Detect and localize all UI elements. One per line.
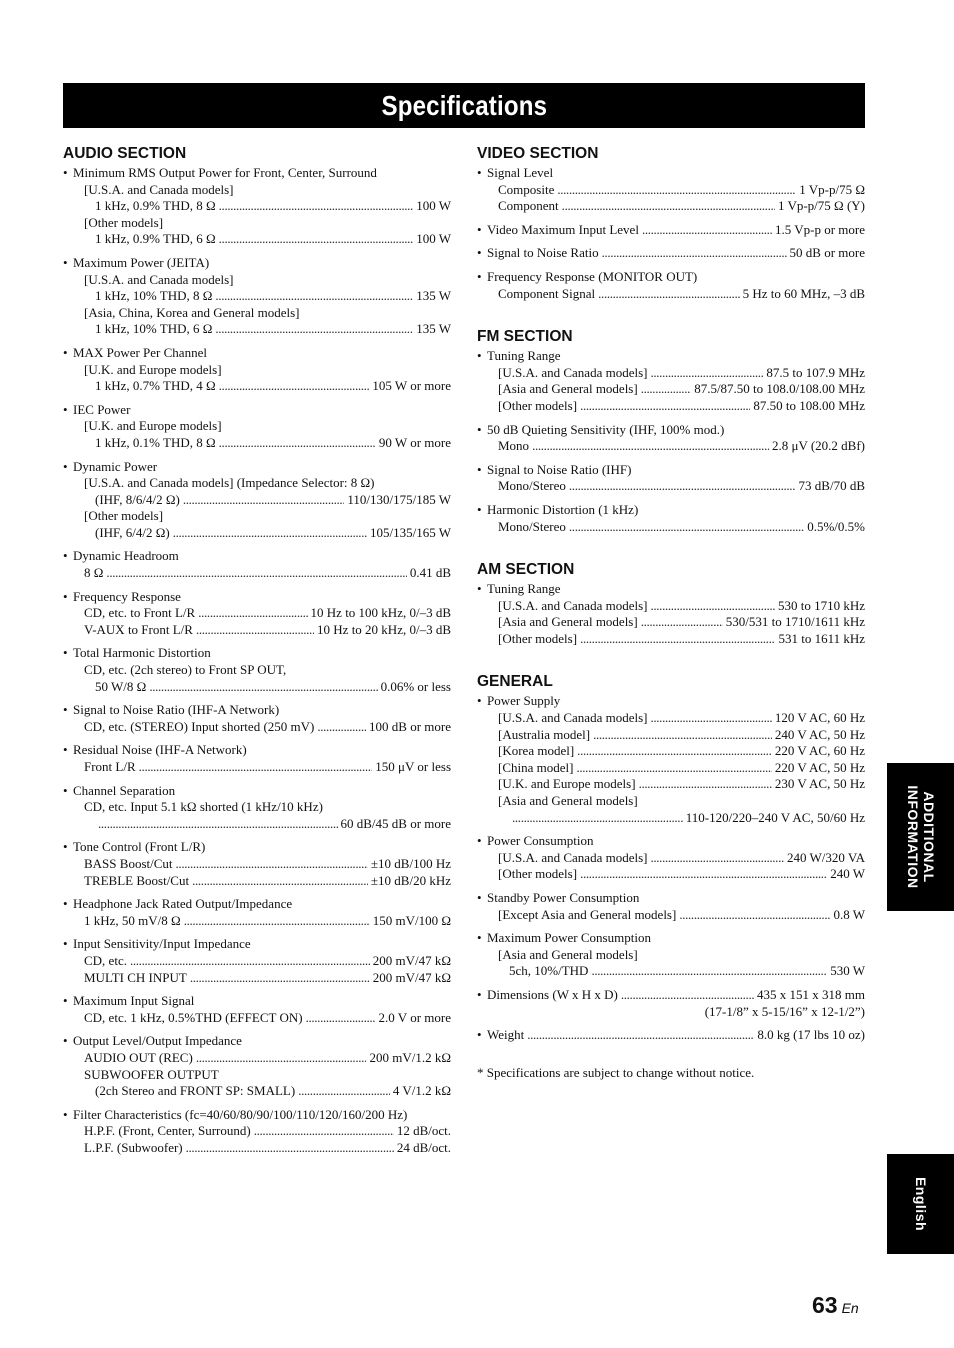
spec-label: 5ch, 10%/THD bbox=[509, 963, 589, 979]
am-section bbox=[477, 561, 865, 647]
spec-item bbox=[63, 742, 451, 775]
spec-item bbox=[477, 502, 865, 535]
spec-text: • Residual Noise (IHF-A Network) bbox=[63, 742, 451, 759]
spec-label: Composite bbox=[498, 181, 555, 197]
spec-row bbox=[477, 760, 865, 777]
spec-text: • Harmonic Distortion (1 kHz) bbox=[477, 502, 865, 519]
leader-dots bbox=[149, 679, 377, 696]
spec-value: 24 dB/oct. bbox=[396, 1139, 451, 1155]
spec-label: • Signal to Noise Ratio bbox=[487, 245, 599, 261]
spec-value: 90 W or more bbox=[378, 434, 451, 450]
leader-dots bbox=[642, 222, 772, 239]
leader-dots bbox=[650, 850, 784, 867]
spec-row bbox=[477, 478, 865, 495]
spec-label: Front L/R bbox=[84, 759, 136, 774]
spec-value: 220 V AC, 50 Hz bbox=[774, 759, 865, 775]
spec-item bbox=[63, 548, 451, 581]
spec-row bbox=[63, 605, 451, 622]
spec-label: [Korea model] bbox=[498, 743, 575, 759]
spec-label: 1 kHz, 0.9% THD, 8 Ω bbox=[95, 198, 216, 214]
spec-row bbox=[477, 519, 865, 536]
spec-value: 87.50 to 108.00 MHz bbox=[753, 397, 865, 413]
spec-item bbox=[477, 422, 865, 455]
spec-row bbox=[63, 1083, 451, 1100]
leader-dots bbox=[576, 760, 771, 777]
spec-label: Mono/Stereo bbox=[498, 478, 566, 494]
spec-item bbox=[477, 1027, 865, 1044]
spec-row bbox=[63, 231, 451, 248]
spec-text: • Input Sensitivity/Input Impedance bbox=[63, 936, 451, 953]
spec-value: 60 dB/45 dB or more bbox=[340, 815, 451, 831]
spec-label: Component Signal bbox=[498, 285, 596, 301]
leader-dots bbox=[219, 378, 370, 395]
spec-text: • Tone Control (Front L/R) bbox=[63, 839, 451, 856]
spec-label: 1 kHz, 0.9% THD, 6 Ω bbox=[95, 231, 216, 247]
spec-text: • Maximum Power (JEITA) bbox=[63, 255, 451, 272]
spec-label: [U.S.A. and Canada models] bbox=[498, 710, 648, 726]
spec-value: 120 V AC, 60 Hz bbox=[774, 710, 865, 726]
spec-label: (2ch Stereo and FRONT SP: SMALL) bbox=[95, 1083, 296, 1099]
spec-label: H.P.F. (Front, Center, Surround) bbox=[84, 1123, 251, 1139]
spec-value: 1.5 Vp-p or more bbox=[774, 221, 865, 237]
spec-item bbox=[63, 993, 451, 1026]
leader-dots bbox=[593, 727, 772, 744]
leader-dots bbox=[569, 478, 796, 495]
spec-row bbox=[63, 970, 451, 987]
spec-value: 105/135/165 W bbox=[369, 524, 451, 540]
spec-value: 110-120/220–240 V AC, 50/60 Hz bbox=[685, 809, 865, 825]
spec-label: (IHF, 6/4/2 Ω) bbox=[95, 524, 170, 540]
spec-label: Mono bbox=[498, 438, 530, 454]
spec-label: • Video Maximum Input Level bbox=[487, 221, 639, 237]
leader-dots bbox=[254, 1123, 394, 1140]
spec-row bbox=[63, 321, 451, 338]
spec-text: • Power Consumption bbox=[477, 833, 865, 850]
spec-row bbox=[63, 378, 451, 395]
side-tab-label: ADDITIONAL INFORMATION bbox=[904, 785, 937, 889]
spec-text: • Dynamic Power bbox=[63, 459, 451, 476]
spec-label: [Asia and General models] bbox=[498, 614, 638, 630]
spec-label: L.P.F. (Subwoofer) bbox=[84, 1139, 183, 1155]
leader-dots bbox=[215, 321, 413, 338]
spec-text: [Asia and General models] bbox=[498, 946, 638, 962]
spec-row bbox=[63, 873, 451, 890]
spec-value: 2.8 μV (20.2 dBf) bbox=[771, 438, 865, 454]
spec-text: • Signal to Noise Ratio (IHF) bbox=[477, 462, 865, 479]
leader-dots bbox=[650, 710, 771, 727]
spec-row bbox=[63, 622, 451, 639]
spec-row bbox=[63, 719, 451, 736]
spec-item bbox=[477, 930, 865, 980]
section-heading: AM SECTION bbox=[477, 561, 575, 579]
spec-text: • IEC Power bbox=[63, 402, 451, 419]
spec-value: 105 W or more bbox=[372, 378, 451, 394]
spec-item bbox=[63, 255, 451, 338]
leader-dots bbox=[512, 810, 683, 827]
spec-label: TREBLE Boost/Cut bbox=[84, 872, 190, 888]
leader-dots bbox=[198, 605, 307, 622]
spec-label: CD, etc. (STEREO) Input shorted (250 mV) bbox=[84, 718, 315, 734]
spec-item bbox=[477, 269, 865, 302]
leader-dots bbox=[317, 719, 366, 736]
footnote: * Specifications are subject to change without notice. bbox=[477, 1064, 755, 1080]
spec-row bbox=[63, 679, 451, 696]
leader-dots bbox=[580, 866, 827, 883]
section-heading: AUDIO SECTION bbox=[63, 145, 187, 162]
spec-label: 50 W/8 Ω bbox=[95, 678, 147, 694]
spec-label: CD, etc. to Front L/R bbox=[84, 605, 196, 621]
spec-item bbox=[63, 839, 451, 889]
spec-row bbox=[477, 438, 865, 455]
spec-item bbox=[63, 645, 451, 695]
spec-text: CD, etc. (2ch stereo) to Front SP OUT, bbox=[84, 662, 287, 678]
side-tab-additional-information bbox=[887, 763, 954, 911]
side-tab-english-label: English bbox=[912, 1176, 929, 1232]
section-heading: VIDEO SECTION bbox=[477, 145, 599, 162]
leader-dots bbox=[532, 438, 769, 455]
leader-dots bbox=[219, 198, 414, 215]
right-column bbox=[477, 145, 865, 1081]
spec-label: 8 Ω bbox=[84, 565, 104, 581]
spec-value: 530 to 1710 kHz bbox=[777, 597, 865, 613]
page-title: Specifications bbox=[381, 89, 547, 121]
spec-label: [U.S.A. and Canada models] bbox=[498, 597, 648, 613]
leader-dots bbox=[196, 1050, 367, 1067]
spec-item bbox=[63, 1033, 451, 1099]
leader-dots bbox=[306, 1010, 376, 1027]
audio-section bbox=[63, 145, 451, 1156]
spec-item bbox=[477, 165, 865, 215]
leader-dots bbox=[557, 182, 796, 199]
spec-text: [Other models] bbox=[84, 214, 164, 230]
spec-text: • 50 dB Quieting Sensitivity (IHF, 100% mod.) bbox=[477, 422, 865, 439]
spec-value: 240 W/320 VA bbox=[786, 849, 865, 865]
spec-label: 1 kHz, 0.1% THD, 8 Ω bbox=[95, 434, 216, 450]
leader-dots bbox=[591, 963, 827, 980]
spec-value: 10 Hz to 20 kHz, 0/–3 dB bbox=[317, 621, 451, 637]
spec-item bbox=[477, 987, 865, 1020]
spec-text: • Frequency Response (MONITOR OUT) bbox=[477, 269, 865, 286]
spec-text: • Maximum Power Consumption bbox=[477, 930, 865, 947]
spec-text: • Output Level/Output Impedance bbox=[63, 1033, 451, 1050]
spec-text: • Maximum Input Signal bbox=[63, 993, 451, 1010]
leader-dots bbox=[580, 631, 775, 648]
spec-row bbox=[63, 816, 451, 833]
spec-row bbox=[477, 776, 865, 793]
spec-value: 5 Hz to 60 MHz, –3 dB bbox=[742, 285, 865, 301]
spec-label: V-AUX to Front L/R bbox=[84, 621, 193, 637]
spec-item bbox=[477, 245, 865, 262]
spec-value: 200 mV/47 kΩ bbox=[372, 952, 451, 968]
spec-row bbox=[477, 286, 865, 303]
leader-dots bbox=[219, 435, 376, 452]
spec-value: 530/531 to 1710/1611 kHz bbox=[725, 614, 865, 630]
spec-item bbox=[63, 1107, 451, 1157]
spec-value: 435 x 151 x 318 mm bbox=[757, 986, 865, 1002]
spec-value: 200 mV/47 kΩ bbox=[372, 969, 451, 985]
spec-label: CD, etc. bbox=[84, 952, 127, 968]
spec-row bbox=[477, 710, 865, 727]
leader-dots bbox=[298, 1083, 390, 1100]
spec-item bbox=[63, 459, 451, 542]
spec-value: 87.5/87.50 to 108.0/108.00 MHz bbox=[694, 381, 865, 397]
leader-dots bbox=[569, 519, 804, 536]
leader-dots bbox=[183, 492, 345, 509]
leader-dots bbox=[139, 759, 373, 776]
leader-dots bbox=[598, 286, 739, 303]
spec-item bbox=[477, 348, 865, 414]
spec-label: 1 kHz, 10% THD, 8 Ω bbox=[95, 288, 213, 304]
spec-value: 240 W bbox=[830, 866, 865, 882]
spec-row bbox=[477, 182, 865, 199]
spec-text: • MAX Power Per Channel bbox=[63, 345, 451, 362]
spec-label: [Other models] bbox=[498, 630, 578, 646]
spec-item bbox=[477, 833, 865, 883]
leader-dots bbox=[184, 913, 370, 930]
spec-row bbox=[477, 614, 865, 631]
spec-row bbox=[477, 963, 865, 980]
spec-text: [U.K. and Europe models] bbox=[84, 418, 222, 434]
spec-text: [U.S.A. and Canada models] bbox=[84, 271, 234, 287]
spec-value: 100 dB or more bbox=[369, 718, 451, 734]
spec-label: 1 kHz, 10% THD, 6 Ω bbox=[95, 321, 213, 337]
leader-dots bbox=[641, 381, 691, 398]
spec-text: • Total Harmonic Distortion bbox=[63, 645, 451, 662]
spec-item bbox=[63, 345, 451, 395]
spec-row bbox=[477, 198, 865, 215]
spec-label: 1 kHz, 50 mV/8 Ω bbox=[84, 912, 181, 928]
spec-item bbox=[63, 402, 451, 452]
leader-dots bbox=[562, 198, 775, 215]
spec-value: 200 mV/1.2 kΩ bbox=[369, 1049, 451, 1065]
spec-value: 50 dB or more bbox=[789, 245, 865, 261]
spec-value: 2.0 V or more bbox=[378, 1009, 451, 1025]
page-number bbox=[812, 1292, 859, 1319]
spec-text: (17-1/8” x 5-15/16” x 12-1/2”) bbox=[704, 1003, 865, 1019]
leader-dots bbox=[650, 598, 775, 615]
spec-value: 0.8 W bbox=[833, 906, 865, 922]
spec-row bbox=[477, 245, 865, 262]
spec-row bbox=[477, 365, 865, 382]
leader-dots bbox=[190, 970, 370, 987]
leader-dots bbox=[580, 398, 750, 415]
spec-value: 531 to 1611 kHz bbox=[778, 630, 865, 646]
spec-row bbox=[477, 810, 865, 827]
spec-text: • Power Supply bbox=[477, 693, 865, 710]
side-tab-english bbox=[887, 1154, 954, 1254]
spec-text: • Frequency Response bbox=[63, 589, 451, 606]
spec-value: 135 W bbox=[416, 321, 451, 337]
spec-text: • Tuning Range bbox=[477, 581, 865, 598]
spec-value: 8.0 kg (17 lbs 10 oz) bbox=[757, 1027, 865, 1043]
spec-value: 110/130/175/185 W bbox=[347, 491, 451, 507]
spec-label: [U.S.A. and Canada models] bbox=[498, 364, 648, 380]
spec-row bbox=[63, 565, 451, 582]
spec-text: • Standby Power Consumption bbox=[477, 890, 865, 907]
spec-text: • Dynamic Headroom bbox=[63, 548, 451, 565]
spec-text: [U.K. and Europe models] bbox=[84, 361, 222, 377]
spec-label: • Dimensions (W x H x D) bbox=[487, 986, 618, 1002]
spec-label: [Other models] bbox=[498, 397, 578, 413]
spec-row bbox=[63, 953, 451, 970]
spec-text: • Signal to Noise Ratio (IHF-A Network) bbox=[63, 702, 451, 719]
page-lang: En bbox=[841, 1300, 859, 1316]
spec-row bbox=[477, 398, 865, 415]
spec-row bbox=[63, 759, 451, 776]
spec-label: Mono/Stereo bbox=[498, 518, 566, 534]
leader-dots bbox=[173, 525, 367, 542]
spec-row bbox=[63, 856, 451, 873]
spec-row bbox=[477, 631, 865, 648]
spec-item bbox=[477, 462, 865, 495]
spec-value: 135 W bbox=[416, 288, 451, 304]
spec-item bbox=[477, 581, 865, 647]
spec-label: [Except Asia and General models] bbox=[498, 906, 677, 922]
spec-value: 240 V AC, 50 Hz bbox=[774, 726, 865, 742]
spec-text: • Filter Characteristics (fc=40/60/80/90/100/110/120/160/200 Hz) bbox=[63, 1107, 451, 1124]
leader-dots bbox=[679, 907, 830, 924]
spec-value: 1 Vp-p/75 Ω bbox=[799, 181, 865, 197]
leader-dots bbox=[192, 873, 368, 890]
spec-value: 150 mV/100 Ω bbox=[372, 912, 451, 928]
spec-row bbox=[63, 288, 451, 305]
spec-text: [U.S.A. and Canada models] bbox=[84, 181, 234, 197]
page-title-bar bbox=[63, 83, 865, 128]
spec-item bbox=[63, 896, 451, 929]
spec-label: • Weight bbox=[487, 1027, 525, 1043]
spec-text: • Channel Separation bbox=[63, 783, 451, 800]
spec-value: 220 V AC, 60 Hz bbox=[774, 743, 865, 759]
spec-value: 530 W bbox=[830, 963, 865, 979]
spec-value: 100 W bbox=[416, 198, 451, 214]
spec-row bbox=[477, 866, 865, 883]
spec-value: 150 μV or less bbox=[375, 759, 451, 774]
spec-text: [Asia and General models] bbox=[498, 793, 638, 809]
spec-item bbox=[63, 165, 451, 248]
spec-value: 4 V/1.2 kΩ bbox=[392, 1083, 451, 1099]
spec-text: [Other models] bbox=[84, 508, 164, 524]
spec-row bbox=[63, 1050, 451, 1067]
leader-dots bbox=[641, 614, 723, 631]
spec-row bbox=[63, 435, 451, 452]
spec-label: [China model] bbox=[498, 759, 574, 775]
section-heading: GENERAL bbox=[477, 673, 553, 691]
leader-dots bbox=[106, 565, 406, 582]
spec-value: 0.5%/0.5% bbox=[807, 518, 865, 534]
spec-item bbox=[63, 936, 451, 986]
spec-text: CD, etc. Input 5.1 kΩ shorted (1 kHz/10 kHz) bbox=[84, 799, 323, 815]
spec-text: SUBWOOFER OUTPUT bbox=[84, 1066, 219, 1082]
spec-label: AUDIO OUT (REC) bbox=[84, 1049, 193, 1065]
leader-dots bbox=[219, 231, 414, 248]
spec-item bbox=[63, 783, 451, 833]
spec-row bbox=[477, 987, 865, 1004]
leader-dots bbox=[196, 622, 314, 639]
spec-text: • Tuning Range bbox=[477, 348, 865, 365]
spec-label: [Other models] bbox=[498, 866, 578, 882]
spec-row bbox=[477, 1027, 865, 1044]
spec-value: 73 dB/70 dB bbox=[798, 478, 865, 494]
spec-text: • Headphone Jack Rated Output/Impedance bbox=[63, 896, 451, 913]
fm-section bbox=[477, 328, 865, 535]
spec-label: (IHF, 8/6/4/2 Ω) bbox=[95, 491, 180, 507]
leader-dots bbox=[176, 856, 368, 873]
general-section bbox=[477, 673, 865, 1043]
spec-label: CD, etc. 1 kHz, 0.5%THD (EFFECT ON) bbox=[84, 1009, 303, 1025]
leader-dots bbox=[602, 245, 787, 262]
spec-value: 1 Vp-p/75 Ω (Y) bbox=[777, 198, 865, 214]
spec-label: BASS Boost/Cut bbox=[84, 855, 173, 871]
spec-row bbox=[477, 743, 865, 760]
spec-label: [Asia and General models] bbox=[498, 381, 638, 397]
spec-item bbox=[63, 589, 451, 639]
spec-row bbox=[477, 222, 865, 239]
spec-value: 230 V AC, 50 Hz bbox=[774, 776, 865, 792]
spec-row bbox=[63, 198, 451, 215]
spec-item bbox=[477, 693, 865, 826]
leader-dots bbox=[639, 776, 772, 793]
spec-item bbox=[63, 702, 451, 735]
spec-row bbox=[477, 598, 865, 615]
leader-dots bbox=[527, 1027, 754, 1044]
left-column bbox=[63, 145, 451, 1163]
spec-value: 87.5 to 107.9 MHz bbox=[766, 364, 865, 380]
page-number-value: 63 bbox=[812, 1292, 838, 1318]
spec-value: 100 W bbox=[416, 231, 451, 247]
spec-row bbox=[63, 492, 451, 509]
spec-label: MULTI CH INPUT bbox=[84, 969, 187, 985]
spec-row bbox=[477, 907, 865, 924]
spec-value: ±10 dB/100 Hz bbox=[370, 855, 451, 871]
spec-label: [U.K. and Europe models] bbox=[498, 776, 636, 792]
spec-label: Component bbox=[498, 198, 559, 214]
spec-text: • Signal Level bbox=[477, 165, 865, 182]
spec-value: ±10 dB/20 kHz bbox=[370, 872, 451, 888]
leader-dots bbox=[621, 987, 754, 1004]
spec-row bbox=[63, 525, 451, 542]
spec-row bbox=[477, 850, 865, 867]
spec-row bbox=[63, 1010, 451, 1027]
spec-item bbox=[477, 890, 865, 923]
spec-row bbox=[63, 913, 451, 930]
spec-label: [Australia model] bbox=[498, 726, 591, 742]
spec-label: 1 kHz, 0.7% THD, 4 Ω bbox=[95, 378, 216, 394]
spec-value: 10 Hz to 100 kHz, 0/–3 dB bbox=[310, 605, 451, 621]
leader-dots bbox=[98, 816, 338, 833]
spec-text: [U.S.A. and Canada models] (Impedance Selector: 8 Ω) bbox=[84, 475, 375, 491]
spec-value: 0.06% or less bbox=[380, 678, 451, 694]
spec-row bbox=[63, 1123, 451, 1140]
spec-value: 0.41 dB bbox=[409, 565, 451, 581]
leader-dots bbox=[130, 953, 370, 970]
spec-text: • Minimum RMS Output Power for Front, Center, Surround bbox=[63, 165, 451, 182]
spec-row bbox=[477, 381, 865, 398]
section-heading: FM SECTION bbox=[477, 328, 573, 346]
spec-text: [Asia, China, Korea and General models] bbox=[84, 304, 300, 320]
leader-dots bbox=[577, 743, 772, 760]
spec-row bbox=[63, 1140, 451, 1157]
leader-dots bbox=[215, 288, 413, 305]
spec-row bbox=[477, 727, 865, 744]
video-section bbox=[477, 145, 865, 302]
spec-label: [U.S.A. and Canada models] bbox=[498, 849, 648, 865]
leader-dots bbox=[186, 1140, 394, 1157]
spec-value: 12 dB/oct. bbox=[396, 1123, 451, 1139]
spec-item bbox=[477, 222, 865, 239]
leader-dots bbox=[650, 365, 763, 382]
